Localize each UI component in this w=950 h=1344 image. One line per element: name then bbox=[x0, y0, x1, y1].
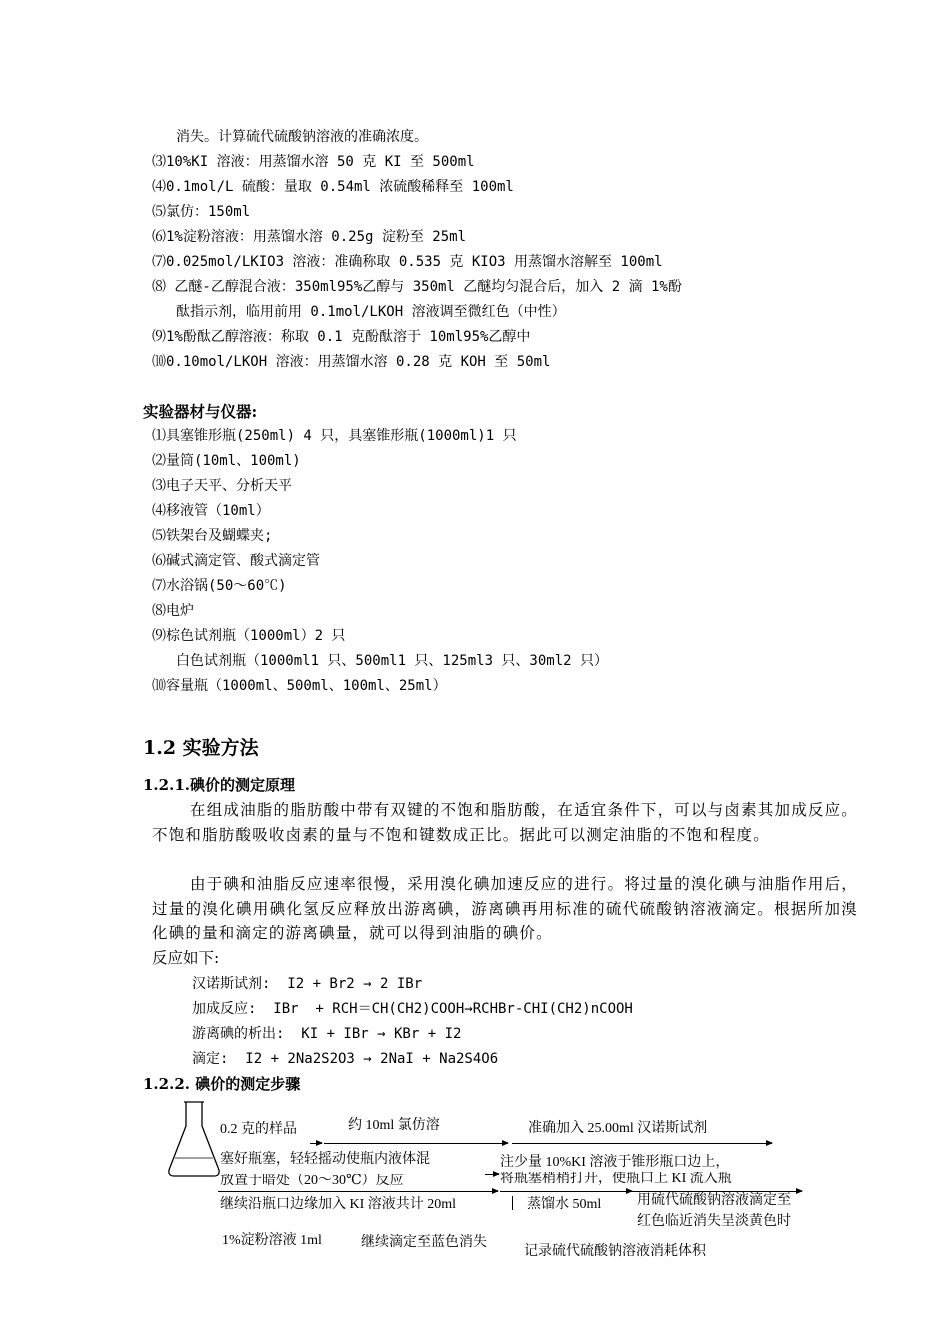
flow-step-starch: 1%淀粉溶液 1ml bbox=[222, 1233, 322, 1248]
reaction-2: 加成反应: IBr + RCH＝CH(CH2)COOH→RCHBr-CHI(CH2)nCOOH bbox=[192, 1001, 633, 1017]
flow-arrow-6 bbox=[500, 1191, 632, 1192]
reagent-item-8-continued: 酞指示剂，临用前用 0.1mol/LKOH 溶液调至微红色（中性） bbox=[176, 304, 566, 320]
equipment-item-1: ⑴具塞锥形瓶(250ml) 4 只，具塞锥形瓶(1000ml)1 只 bbox=[152, 428, 517, 444]
equipment-item-3: ⑶电子天平、分析天平 bbox=[152, 478, 292, 494]
flow-step-ki-edge: 注少量 10%KI 溶液于锥形瓶口边上， bbox=[500, 1155, 730, 1170]
reagent-line-continued: 消失。计算硫代硫酸钠溶液的准确浓度。 bbox=[176, 129, 428, 145]
flow-divider bbox=[512, 1196, 513, 1210]
flow-step-open-stopper: 将瓶塞稍稍打开，使瓶口上 KI 流入瓶 bbox=[500, 1172, 732, 1186]
reaction-3: 游离碘的析出: KI + IBr → KBr + I2 bbox=[192, 1026, 462, 1042]
equipment-item-9-continued: 白色试剂瓶（1000ml1 只、500ml1 只、125ml3 只、30ml2 只） bbox=[176, 653, 609, 669]
reagent-item-7: ⑺0.025mol/LKIO3 溶液：准确称取 0.535 克 KIO3 用蒸馏水溶解至 100ml bbox=[152, 254, 663, 270]
paragraph-method: 由于碘和油脂反应速率很慢，采用溴化碘加速反应的进行。将过量的溴化碘与油脂作用后，过量的溴化碘用碘化氢反应释放出游离碘，游离碘再用标准的硫代硫酸钠溶液滴定。根据所加溴化碘的量和滴定的游离碘量，就可以得到油脂的碘价。 bbox=[152, 875, 859, 942]
paragraph-principle: 在组成油脂的脂肪酸中带有双键的不饱和脂肪酸，在适宜条件下，可以与卤素其加成反应。不饱和脂肪酸吸收卤素的量与不饱和键数成正比。据此可以测定油脂的不饱和程度。 bbox=[152, 801, 859, 844]
flow-arrow-5 bbox=[218, 1191, 498, 1192]
reagent-item-5: ⑸氯仿：150ml bbox=[152, 204, 251, 220]
flow-step-chloroform: 约 10ml 氯仿溶 bbox=[348, 1118, 440, 1133]
equipment-item-10: ⑽容量瓶（1000ml、500ml、100ml、25ml） bbox=[152, 678, 447, 694]
equipment-item-7: ⑺水浴锅(50～60℃) bbox=[152, 578, 287, 594]
flow-step-record: 记录硫代硫酸钠溶液消耗体积 bbox=[524, 1244, 706, 1259]
reagent-item-4: ⑷0.1mol/L 硫酸：量取 0.54ml 浓硫酸稀释至 100ml bbox=[152, 179, 514, 195]
subsection-title-steps: 1.2.2. 碘价的测定步骤 bbox=[143, 1075, 301, 1093]
equipment-item-9: ⑼棕色试剂瓶（1000ml）2 只 bbox=[152, 628, 346, 644]
flow-step-water: 蒸馏水 50ml bbox=[527, 1197, 602, 1212]
equipment-item-2: ⑵量筒(10ml、100ml) bbox=[152, 453, 301, 469]
reagent-item-9: ⑼1%酚酞乙醇溶液：称取 0.1 克酚酞溶于 10ml95%乙醇中 bbox=[152, 329, 531, 345]
equipment-item-8: ⑻电炉 bbox=[152, 603, 194, 619]
flow-arrow-7 bbox=[632, 1191, 802, 1192]
flow-arrow-3 bbox=[512, 1143, 772, 1144]
flow-step-sample: 0.2 克的样品 bbox=[220, 1122, 297, 1137]
reaction-1: 汉诺斯试剂: I2 + Br2 → 2 IBr bbox=[192, 976, 423, 992]
equipment-item-4: ⑷移液管（10ml） bbox=[152, 503, 270, 519]
flow-step-shake: 塞好瓶塞，轻轻摇动使瓶内液体混 bbox=[220, 1152, 430, 1167]
reaction-4: 滴定: I2 + 2Na2S2O3 → 2NaI + Na2S4O6 bbox=[192, 1051, 499, 1067]
flow-step-titrate: 用硫代硫酸钠溶液滴定至 bbox=[637, 1193, 791, 1208]
flow-step-add-ki: 继续沿瓶口边缘加入 KI 溶液共计 20ml bbox=[220, 1197, 457, 1212]
flask-icon bbox=[166, 1100, 222, 1178]
equipment-title: 实验器材与仪器: bbox=[143, 402, 258, 421]
flow-step-continue-titrate: 继续滴定至蓝色消失 bbox=[361, 1235, 487, 1250]
reagent-item-3: ⑶10%KI 溶液：用蒸馏水溶 50 克 KI 至 500ml bbox=[152, 154, 475, 170]
flow-step-dark: 放置于暗处（20～30℃）反应 bbox=[220, 1174, 404, 1188]
flow-step-titrate-continued: 红色临近消失呈淡黄色时 bbox=[637, 1214, 791, 1229]
flow-arrow-1 bbox=[310, 1143, 322, 1144]
reagent-item-6: ⑹1%淀粉溶液：用蒸馏水溶 0.25g 淀粉至 25ml bbox=[152, 229, 467, 245]
equipment-item-5: ⑸铁架台及蝴蝶夹; bbox=[152, 528, 273, 544]
flow-arrow-4 bbox=[485, 1174, 499, 1175]
reagent-item-10: ⑽0.10mol/LKOH 溶液：用蒸馏水溶 0.28 克 KOH 至 50ml bbox=[152, 354, 551, 370]
reaction-intro: 反应如下: bbox=[152, 949, 220, 967]
subsection-title-principle: 1.2.1.碘价的测定原理 bbox=[143, 776, 295, 794]
flow-step-hanus: 准确加入 25.00ml 汉诺斯试剂 bbox=[528, 1121, 708, 1136]
reagent-item-8: ⑻ 乙醚-乙醇混合液：350ml95%乙醇与 350ml 乙醚均匀混合后，加入 2 滴 1%酚 bbox=[152, 279, 682, 295]
flow-step-dark-clip bbox=[220, 1174, 488, 1188]
flow-arrow-2 bbox=[324, 1143, 508, 1144]
section-heading: 1.2 实验方法 bbox=[143, 737, 259, 759]
equipment-item-6: ⑹碱式滴定管、酸式滴定管 bbox=[152, 553, 320, 569]
flow-step-open-clip bbox=[500, 1172, 790, 1186]
